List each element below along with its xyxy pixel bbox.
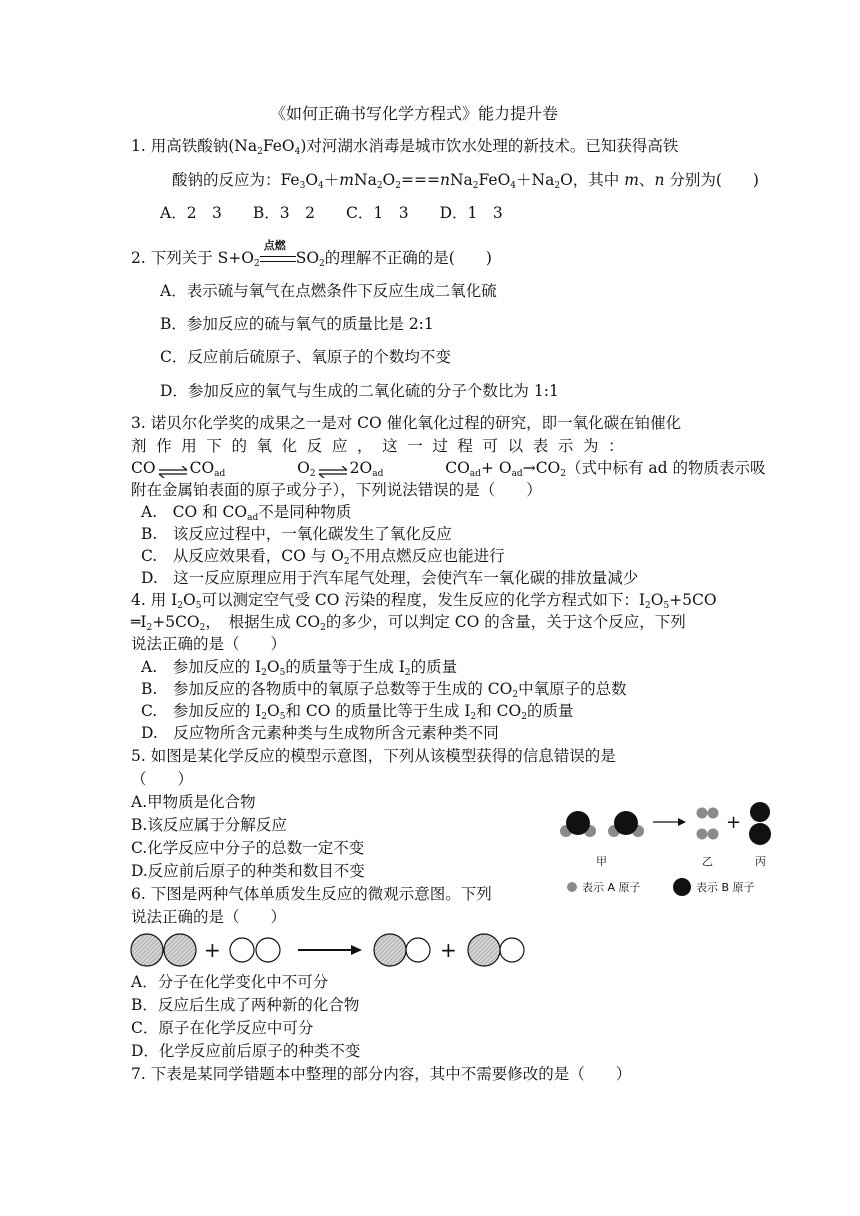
q3-text: →CO	[522, 459, 561, 477]
q3-text: A. CO 和 CO	[141, 503, 248, 521]
q1-line1: 1. 用高铁酸钠$(Na_2FeO_4)$对河湖水消毒是城市饮水处理的新技术。已知获得高铁	[131, 137, 679, 157]
q3-text: C. 从反应效果看，CO 与 O	[141, 547, 344, 565]
q2-condition: 点燃	[263, 239, 286, 252]
q2-option-c: C．反应前后硫原子、氧原子的个数均不变	[160, 348, 451, 366]
q1-text: O	[305, 171, 319, 189]
q3-text: CO	[445, 459, 470, 477]
q3-option-d: D. 这一反应原理应用于汽车尾气处理，会使汽车一氧化碳的排放量减少	[141, 569, 639, 587]
q5-line2: （ ）	[131, 770, 194, 788]
q1-text: 、	[638, 171, 655, 189]
q3-sub: ad	[247, 513, 259, 523]
molecule-hatched-pair	[131, 934, 196, 966]
q1-text: )对河湖水消毒是城市饮水处理的新技术。已知获得高铁	[300, 137, 679, 155]
q7-line1: 7. 下表是某同学错题本中整理的部分内容，其中不需要修改的是（ ）	[131, 1065, 632, 1083]
q5-molecule-figure	[552, 798, 792, 908]
q5-line1: 5. 如图是某化学反应的模型示意图，下列从该模型获得的信息错误的是	[131, 747, 616, 765]
q1-text: 1. 用高铁酸钠(Na	[131, 137, 258, 155]
q1-text: ===	[401, 171, 440, 189]
q6-option-c: C．原子在化学反应中可分	[131, 1019, 314, 1037]
q5-option-d: D.反应前后原子的种类和数目不变	[131, 862, 365, 880]
q2-text: SO	[295, 249, 320, 267]
q4-text: O	[650, 591, 664, 609]
reversible-arrow-icon	[318, 463, 348, 475]
q3-text: O	[297, 459, 310, 477]
q6-option-a: A．分子在化学变化中不可分	[131, 973, 329, 991]
q1-options: A．2 3 B．3 2 C．1 3 D．1 3	[160, 204, 503, 222]
q4-text: 和 CO 的质量比等于生成 I	[285, 702, 471, 720]
label-yi: 乙	[702, 855, 713, 868]
q4-text: 中氧原子的总数	[518, 680, 627, 698]
molecule-white-pair	[230, 938, 280, 962]
q2-text: 2. 下列关于 S+O	[131, 249, 254, 267]
q3-line4: 附在金属铂表面的原子或分子），下列说法错误的是（ ）	[131, 481, 542, 499]
q4-option-d: D. 反应物所含元素种类与生成物所含元素种类不同	[141, 724, 499, 742]
q4-text: 可以测定空气受 CO 污染的程度，发生反应的化学方程式如下：I	[201, 591, 645, 609]
q4-text: 的质量等于生成 I	[285, 658, 405, 676]
q3-option-b: B. 该反应过程中，一氧化碳发生了氧化反应	[141, 525, 452, 543]
label-bing: 丙	[755, 855, 766, 868]
q4-text: 4. 用 I	[131, 591, 178, 609]
q6-molecule-figure	[128, 930, 533, 970]
reversible-arrow-icon	[158, 463, 188, 475]
molecule-jia-2	[608, 811, 644, 837]
q2-option-b: B．参加反应的硫与氧气的质量比是 2:1	[160, 315, 434, 333]
q1-var-m: m	[624, 171, 639, 189]
q3-option-a	[141, 502, 351, 522]
q1-text: Na	[449, 171, 473, 189]
q3-line2: 剂作用下的氧化反应，这一过程可以表示为：	[131, 437, 634, 455]
q1-text: ＋	[323, 171, 340, 189]
q3-text: 不用点燃反应也能进行	[349, 547, 505, 565]
q1-text: FeO	[478, 171, 511, 189]
q6-line2: 说法正确的是（ ）	[131, 908, 287, 926]
q4-text: C. 参加反应的 I	[141, 702, 262, 720]
molecule-mixed-1	[374, 934, 430, 966]
label-jia: 甲	[596, 855, 607, 868]
q1-text: ＋Na	[516, 171, 555, 189]
q1-text: 酸钠的反应为：Fe	[172, 171, 300, 189]
q1-line2: 酸钠的反应为：$Fe_3O_4+mNa_2O_2===nNa_2FeO_4+Na_2O$，其中 m、n 分别为( )	[172, 171, 759, 191]
q3-sub: ad	[511, 469, 523, 479]
molecule-jia-1	[560, 811, 596, 837]
q6-option-d: D．化学反应前后原子的种类不变	[131, 1042, 361, 1060]
legend-a-label: 表示 A 原子	[582, 881, 641, 894]
q1-var-n: n	[439, 171, 450, 189]
q3-text: + O	[480, 459, 512, 477]
q1-text: Na	[354, 171, 377, 189]
q4-text: O	[267, 702, 280, 720]
q4-text: +5CO	[669, 591, 717, 609]
q1-text: FeO	[262, 137, 295, 155]
q4-text: ， 根据生成 CO	[205, 613, 321, 631]
q3-text: CO	[189, 459, 215, 477]
q3-line3: CO $CO_{ad}$ $O_2$ $2O_{ad}$ $CO_{ad}+ O_{ad}\to CO_2$（式中标有 ad 的物质表示吸	[131, 459, 766, 479]
q2-stem: 2. 下列关于 $S+O_2$ 点燃 $SO_2$的理解不正确的是( )	[131, 248, 492, 268]
q6-option-b: B．反应后生成了两种新的化合物	[131, 996, 360, 1014]
q4-text: A. 参加反应的 I	[141, 658, 262, 676]
q4-option-a: A. 参加反应的 $I_2O_5$的质量等于生成 $I_2$的质量	[141, 658, 458, 678]
q4-option-c: C. 参加反应的 $I_2O_5$和 CO 的质量比等于生成 $I_2$和 $CO_2$的质量	[141, 702, 574, 722]
q4-text: 的质量	[410, 658, 458, 676]
reaction-arrow-icon	[298, 945, 362, 955]
q6-line1: 6. 下图是两种气体单质发生反应的微观示意图。下列	[131, 885, 492, 903]
q3-sub: ad	[372, 469, 384, 479]
q1-text: O，其中	[560, 171, 625, 189]
q5-option-b: B.该反应属于分解反应	[131, 816, 287, 834]
q3-line1: 3. 诺贝尔化学奖的成果之一是对 CO 催化氧化过程的研究，即一氧化碳在铂催化	[131, 414, 682, 432]
q4-option-b: B. 参加反应的各物质中的氧原子总数等于生成的 $CO_2$中氧原子的总数	[141, 680, 627, 700]
q1-text: 分别为( )	[664, 171, 759, 189]
q1-var-n: n	[654, 171, 665, 189]
q4-text: +5CO	[152, 613, 200, 631]
q5-option-c: C.化学反应中分子的总数一定不变	[131, 839, 365, 857]
q4-text: O	[266, 658, 280, 676]
legend-b-label: 表示 B 原子	[696, 881, 755, 894]
q3-sub: ad	[214, 469, 226, 479]
molecule-yi	[697, 808, 719, 840]
plus-sign: +	[204, 938, 221, 962]
q3-text: 2O	[349, 459, 373, 477]
q4-line2: $═I_2+5CO_2$， 根据生成 $CO_2$的多少，可以判定 CO 的含量，关于这个反应，下列	[131, 613, 686, 633]
q2-option-d: D．参加反应的氧气与生成的二氧化硫的分子个数比为 1:1	[160, 382, 559, 400]
legend-b-icon	[673, 878, 691, 896]
q3-option-c: C. 从反应效果看，CO 与 $O_2$不用点燃反应也能进行	[141, 547, 505, 567]
q2-text: 的理解不正确的是( )	[324, 249, 492, 267]
plus-sign: +	[440, 938, 457, 962]
q2-option-a: A．表示硫与氧气在点燃条件下反应生成二氧化硫	[160, 282, 497, 300]
q3-text: 不是同种物质	[258, 503, 352, 521]
q4-text: 的质量	[526, 702, 574, 720]
q1-var-m: m	[339, 171, 354, 189]
molecule-mixed-2	[468, 934, 524, 966]
q4-text: O	[183, 591, 196, 609]
q4-text: 的多少，可以判定 CO 的含量，关于这个反应，下列	[325, 613, 686, 631]
q4-line1: 4. 用 $I_2O_5$可以测定空气受 CO 污染的程度，发生反应的化学方程式如下：$I_2O_5+5CO$	[131, 591, 717, 611]
q3-text: （式中标有 ad 的物质表示吸	[566, 459, 766, 477]
q3-sub: ad	[469, 469, 481, 479]
q2-equation-sign	[260, 239, 296, 266]
legend-a-icon	[567, 882, 577, 892]
q4-line3: 说法正确的是（ ）	[131, 635, 287, 653]
q1-text: O	[382, 171, 396, 189]
q4-text: 和 CO	[476, 702, 522, 720]
q5-option-a: A.甲物质是化合物	[131, 793, 256, 811]
plus-sign: +	[726, 812, 742, 833]
q4-text: ═I	[131, 613, 147, 631]
q3-text: CO	[131, 459, 156, 477]
reaction-arrow-icon	[653, 818, 686, 826]
q4-text: B. 参加反应的各物质中的氧原子总数等于生成的 CO	[141, 680, 513, 698]
page-title: 《如何正确书写化学方程式》能力提升卷	[270, 104, 559, 123]
molecule-bing	[749, 802, 771, 845]
